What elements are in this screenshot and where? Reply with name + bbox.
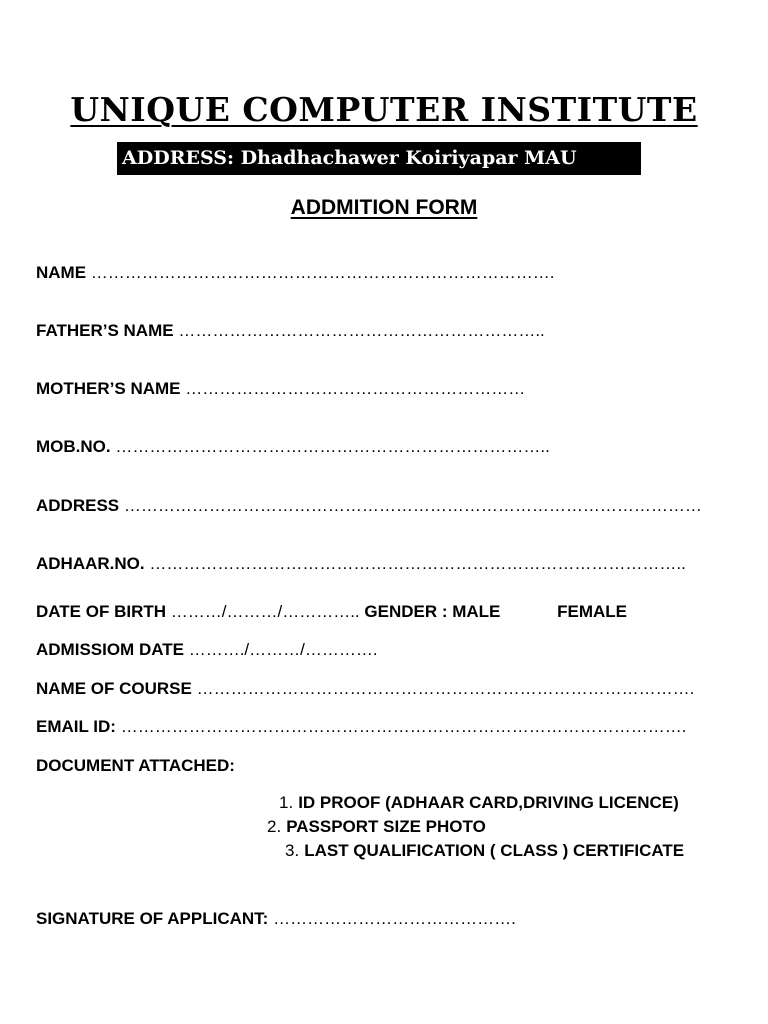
field-father-name-label: FATHER’S NAME <box>36 321 174 340</box>
field-admission-date-label: ADMISSIOM DATE <box>36 640 184 659</box>
field-documents-label: DOCUMENT ATTACHED: <box>36 756 235 775</box>
document-item-number: 3. <box>285 841 300 860</box>
field-signature-label: SIGNATURE OF APPLICANT: <box>36 909 269 928</box>
field-signature <box>36 909 516 929</box>
field-name-of-course <box>36 679 694 699</box>
field-mother-name-label: MOTHER’S NAME <box>36 379 181 398</box>
field-mob-no <box>36 437 550 457</box>
field-name-blank: ………………………………………………………………………. <box>90 263 555 282</box>
document-item-text: ID PROOF (ADHAAR CARD,DRIVING LICENCE) <box>298 793 679 812</box>
document-list-item <box>279 793 679 813</box>
field-signature-blank: ……………………………………. <box>273 909 516 928</box>
field-mob-no-label: MOB.NO. <box>36 437 111 456</box>
field-admission-date <box>36 640 378 660</box>
document-item-number: 2. <box>267 817 282 836</box>
field-mother-name <box>36 379 525 399</box>
field-address-label: ADDRESS <box>36 496 120 515</box>
field-adhaar-no-label: ADHAAR.NO. <box>36 554 145 573</box>
document-item-number: 1. <box>279 793 294 812</box>
field-adhaar-no-blank: ………………………………………………………………………………….. <box>149 554 686 573</box>
field-gender-label: GENDER : MALE <box>364 602 501 621</box>
field-admission-date-blank: ………./………/…………. <box>188 640 378 659</box>
field-name-label: NAME <box>36 263 87 282</box>
document-item-text: LAST QUALIFICATION ( CLASS ) CERTIFICATE <box>304 841 685 860</box>
field-name <box>36 263 555 283</box>
document-list-item <box>267 817 486 837</box>
field-email-id <box>36 717 686 737</box>
field-adhaar-no <box>36 554 686 574</box>
field-course-label: NAME OF COURSE <box>36 679 192 698</box>
address-banner: ADDRESS: Dhadhachawer Koiriyapar MAU <box>117 142 641 175</box>
institute-title-text: UNIQUE COMPUTER INSTITUTE <box>70 90 698 129</box>
field-address <box>36 496 702 516</box>
field-course-blank: ……………………………………………………………………………. <box>196 679 695 698</box>
field-gender-female: FEMALE <box>557 602 628 621</box>
field-dob-blank: ………/………/………….. <box>170 602 360 621</box>
document-list-item <box>285 841 684 861</box>
field-date-of-birth <box>36 602 627 622</box>
field-document-attached <box>36 756 235 776</box>
field-dob-label: DATE OF BIRTH <box>36 602 167 621</box>
field-email-blank: ………………………………………………………………………………………. <box>120 717 687 736</box>
document-item-text: PASSPORT SIZE PHOTO <box>286 817 486 836</box>
field-address-blank: ………………………………………………………………………………………… <box>123 496 702 515</box>
field-father-name <box>36 321 545 341</box>
field-email-label: EMAIL ID: <box>36 717 116 736</box>
field-father-name-blank: ……………………………………………………….. <box>178 321 545 340</box>
form-heading-text: ADDMITION FORM <box>290 196 478 219</box>
form-heading <box>0 196 768 220</box>
field-mother-name-blank: …………………………………………………… <box>185 379 526 398</box>
institute-title <box>0 90 768 129</box>
field-mob-no-blank: ………………………………………………………………….. <box>115 437 550 456</box>
